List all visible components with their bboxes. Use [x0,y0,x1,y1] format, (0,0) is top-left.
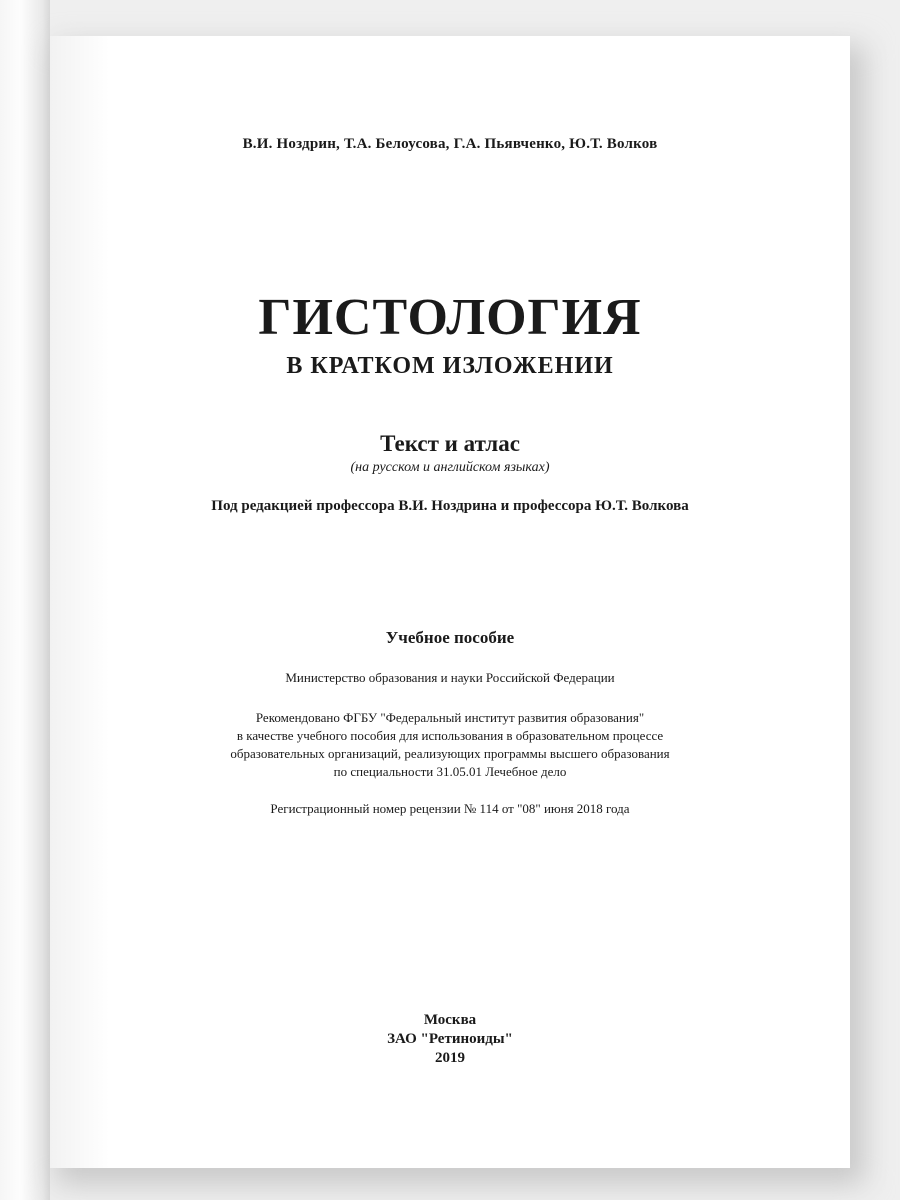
book-subtitle: В КРАТКОМ ИЗЛОЖЕНИИ [286,353,614,379]
recommendation-line: Рекомендовано ФГБУ "Федеральный институт развития образования" [255,710,645,725]
page-fold-shading [50,36,110,1168]
registration-number: Регистрационный номер рецензии № 114 от "08" июня 2018 года [270,801,630,816]
book-title: ГИСТОЛОГИЯ [258,289,642,346]
title-page [50,36,850,1168]
imprint-year: 2019 [435,1050,465,1066]
authors: В.И. Ноздрин, Т.А. Белоусова, Г.А. Пьявченко, Ю.Т. Волков [242,136,658,152]
previous-page-edge [0,0,50,1200]
recommendation-line: в качестве учебного пособия для использования в образовательном процессе [236,728,664,743]
recommendation-line: образовательных организаций, реализующих программы высшего образования [230,746,670,761]
languages-note: (на русском и английском языках) [350,460,550,475]
editors: Под редакцией профессора В.И. Ноздрина и профессора Ю.Т. Волкова [211,498,689,514]
imprint-publisher: ЗАО "Ретиноиды" [387,1031,513,1047]
document-type: Учебное пособие [385,628,515,647]
imprint-city: Москва [423,1012,477,1028]
text-atlas-label: Текст и атлас [380,431,520,456]
ministry: Министерство образования и науки Российской Федерации [285,670,615,685]
recommendation-line: по специальности 31.05.01 Лечебное дело [333,764,567,779]
